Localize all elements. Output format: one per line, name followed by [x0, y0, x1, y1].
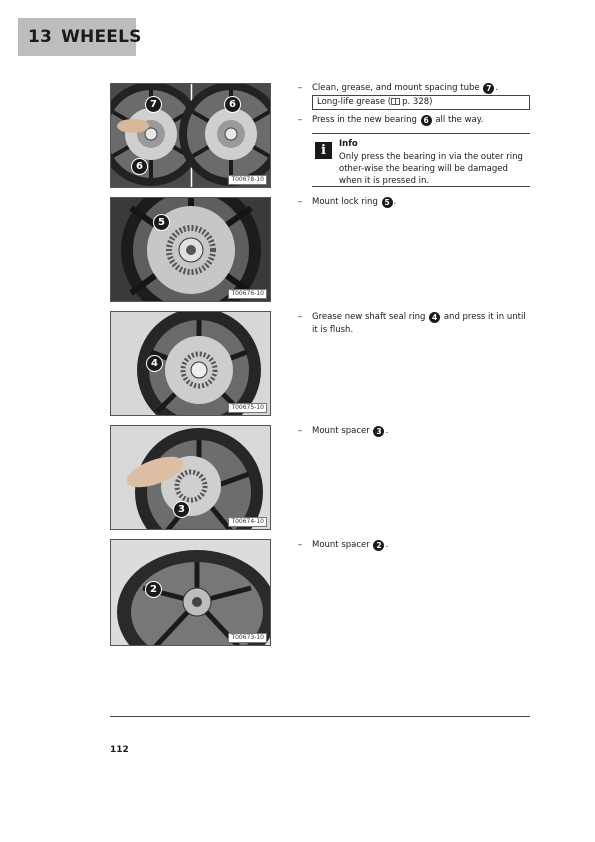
wheel-photo	[111, 426, 271, 530]
step-mount-spacer-2	[298, 539, 530, 552]
step-text-end: .	[393, 197, 397, 207]
figure-5	[110, 539, 271, 646]
callout-6: 6	[224, 96, 241, 113]
step-text: Mount spacer	[312, 426, 370, 436]
step-dash: –	[298, 540, 303, 550]
wheel-photo	[111, 540, 271, 646]
step-mount-lock-ring	[298, 196, 530, 209]
step-clean-spacing-tube	[298, 82, 530, 95]
callout-3: 3	[173, 501, 190, 518]
ref-number-4: 4	[429, 312, 440, 323]
step-dash: –	[298, 426, 303, 436]
spec-box	[312, 95, 530, 110]
step-text: Clean, grease, and mount spacing tube	[312, 83, 480, 93]
callout-2: 2	[145, 581, 162, 598]
step-text-end: .	[385, 540, 389, 550]
step-dash: –	[298, 115, 303, 125]
callout-5: 5	[153, 214, 170, 231]
callout-6-left: 6	[131, 158, 148, 175]
info-icon: i	[315, 142, 332, 159]
figure-code: T00674-10	[228, 517, 267, 527]
step-text: Mount spacer	[312, 540, 370, 550]
step-text: Grease new shaft seal ring	[312, 312, 426, 322]
info-box	[312, 133, 530, 187]
step-press-bearing	[298, 114, 530, 127]
step-text-end: .	[495, 83, 499, 93]
ref-number-5: 5	[382, 197, 393, 208]
chapter-title: WHEELS	[61, 27, 142, 47]
page-number: 112	[110, 745, 129, 755]
callout-4: 4	[146, 355, 163, 372]
step-text-end: and press it in until it is flush.	[312, 312, 526, 335]
wheel-photo	[111, 198, 271, 302]
figure-code: T00675-10	[228, 403, 267, 413]
book-icon	[391, 98, 400, 105]
step-dash: –	[298, 312, 303, 322]
step-text: Mount lock ring	[312, 197, 378, 207]
step-text-end: all the way.	[435, 115, 484, 125]
figure-1	[110, 83, 271, 188]
info-text: Only press the bearing in via the outer ring other-wise the bearing will be damaged when it is pressed in.	[339, 152, 523, 186]
figure-2	[110, 197, 271, 302]
figure-code: T00676-10	[228, 289, 267, 299]
figure-code: T00678-10	[228, 175, 267, 185]
info-title: Info	[339, 139, 358, 149]
ref-number-3: 3	[373, 426, 384, 437]
footer-rule	[110, 716, 530, 717]
figure-4	[110, 425, 271, 530]
step-text: Press in the new bearing	[312, 115, 417, 125]
chapter-header	[18, 18, 142, 56]
figure-code: T00673-10	[228, 633, 267, 643]
ref-number-2: 2	[373, 540, 384, 551]
step-dash: –	[298, 197, 303, 207]
step-text-end: .	[385, 426, 389, 436]
step-grease-seal-ring	[298, 311, 530, 336]
chapter-number: 13	[28, 27, 53, 47]
step-mount-spacer-3	[298, 425, 530, 438]
spec-label: Long-life grease (	[317, 97, 392, 107]
step-dash: –	[298, 83, 303, 93]
page-reference-link[interactable]: p. 328)	[402, 97, 433, 107]
ref-number-7: 7	[483, 83, 494, 94]
wheel-photo	[111, 312, 271, 416]
callout-7: 7	[145, 96, 162, 113]
ref-number-6: 6	[421, 115, 432, 126]
figure-3	[110, 311, 271, 416]
